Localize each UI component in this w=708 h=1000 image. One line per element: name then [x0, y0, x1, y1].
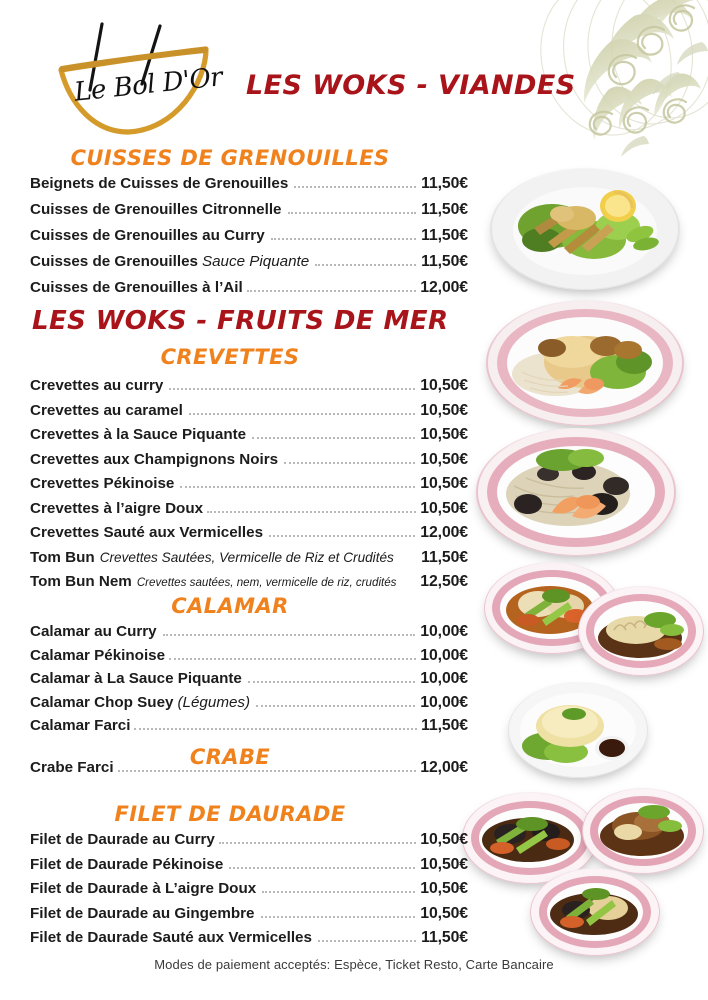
item-price: 12,00€ — [420, 759, 468, 776]
section-heading-les-woks-fruits-de-mer: LES WOKS - FRUITS DE MER — [32, 306, 449, 336]
menu-list-calamar — [30, 624, 468, 742]
item-price: 11,50€ — [421, 175, 468, 192]
leader-dots — [229, 867, 415, 869]
item-price: 10,00€ — [420, 623, 468, 640]
menu-item[interactable] — [30, 228, 468, 254]
photo-daurade-curry — [530, 868, 660, 956]
item-price: 11,50€ — [421, 929, 468, 946]
item-price: 10,50€ — [420, 426, 468, 443]
page-title: LES WOKS - VIANDES — [246, 70, 576, 101]
item-price: 12,00€ — [420, 524, 468, 541]
item-price: 10,50€ — [420, 499, 468, 517]
item-price: 11,50€ — [421, 201, 468, 218]
item-name: Crabe Farci — [30, 759, 114, 776]
item-name: Filet de Daurade Pékinoise — [30, 855, 224, 873]
menu-item[interactable] — [30, 930, 468, 955]
item-description: Sauce Piquante — [201, 253, 310, 270]
leader-dots — [219, 842, 416, 844]
leader-dots — [294, 186, 416, 188]
item-name: Crevettes à la Sauce Piquante — [30, 426, 247, 443]
section-heading-crabe: CRABE — [189, 745, 271, 769]
menu-item[interactable] — [30, 176, 468, 202]
item-price: 10,00€ — [420, 670, 468, 687]
item-name: Cuisses de Grenouilles — [30, 253, 198, 270]
item-name: Crevettes aux Champignons Noirs — [30, 450, 279, 468]
menu-item[interactable] — [30, 254, 468, 280]
item-price: 11,50€ — [421, 253, 468, 270]
item-price: 10,50€ — [420, 377, 468, 394]
menu-item[interactable] — [30, 857, 468, 882]
section-heading-calamar: CALAMAR — [171, 594, 289, 618]
item-price: 11,50€ — [421, 548, 468, 566]
leader-dots — [400, 561, 416, 562]
menu-list-crabe — [30, 760, 468, 784]
leader-dots — [315, 264, 416, 266]
leader-dots — [402, 585, 415, 586]
leader-dots — [261, 916, 416, 918]
leader-dots — [180, 486, 415, 488]
photo-crabe-farci — [508, 682, 648, 778]
menu-item[interactable] — [30, 760, 468, 784]
leader-dots — [269, 535, 415, 537]
item-price: 10,50€ — [420, 855, 468, 873]
section-heading-cuisses-de-grenouilles: CUISSES DE GRENOUILLES — [70, 146, 390, 170]
item-price: 11,50€ — [421, 227, 468, 244]
leader-dots — [134, 728, 417, 730]
menu-list-crevettes — [30, 378, 468, 599]
item-name: Tom Bun — [30, 548, 95, 566]
item-name: Tom Bun Nem — [30, 573, 132, 590]
item-name: Cuisses de Grenouilles Citronnelle — [30, 201, 282, 218]
item-name: Cuisses de Grenouilles au Curry — [30, 227, 265, 244]
item-name: Crevettes au curry — [30, 377, 164, 394]
item-name: Calamar Farci — [30, 717, 131, 734]
menu-item[interactable] — [30, 832, 468, 857]
item-price: 10,00€ — [420, 646, 468, 664]
leader-dots — [248, 681, 415, 683]
item-price: 10,50€ — [420, 904, 468, 922]
leader-dots — [252, 437, 415, 439]
item-price: 10,50€ — [420, 880, 468, 897]
item-name: Calamar Chop Suey — [30, 693, 174, 711]
menu-item[interactable] — [30, 648, 468, 672]
item-name: Calamar au Curry — [30, 623, 157, 640]
photo-daurade-gingembre — [582, 788, 704, 874]
logo-wordmark: Le Bol D'Or — [72, 62, 224, 108]
leader-dots — [288, 212, 417, 214]
leader-dots — [271, 238, 416, 240]
leader-dots — [262, 891, 415, 893]
leader-dots — [207, 511, 416, 513]
leader-dots — [284, 462, 415, 464]
menu-item[interactable] — [30, 695, 468, 719]
restaurant-logo — [56, 12, 236, 142]
menu-item[interactable] — [30, 452, 468, 477]
item-description: (Légumes) — [177, 693, 251, 711]
menu-item[interactable] — [30, 403, 468, 428]
payment-methods-note: Modes de paiement acceptés: Espèce, Ticket Resto, Carte Bancaire — [154, 957, 554, 972]
item-name: Filet de Daurade au Gingembre — [30, 904, 255, 922]
menu-item[interactable] — [30, 202, 468, 228]
leader-dots — [318, 940, 416, 942]
section-heading-crevettes: CREVETTES — [160, 345, 300, 369]
item-description: Crevettes sautées, nem, vermicelle de riz, crudités — [136, 576, 397, 589]
item-name: Crevettes Sauté aux Vermicelles — [30, 524, 264, 541]
menu-item[interactable] — [30, 427, 468, 452]
leader-dots — [163, 634, 416, 636]
leader-dots — [169, 658, 416, 660]
item-price: 10,50€ — [420, 475, 468, 492]
item-price: 12,00€ — [420, 279, 468, 296]
item-price: 10,50€ — [420, 401, 468, 419]
item-name: Filet de Daurade au Curry — [30, 831, 215, 848]
item-name: Filet de Daurade à L’aigre Doux — [30, 880, 257, 897]
menu-item[interactable] — [30, 550, 468, 575]
menu-item[interactable] — [30, 378, 468, 403]
leader-dots — [189, 413, 415, 415]
menu-list-cuisses-de-grenouilles — [30, 176, 468, 306]
menu-item[interactable] — [30, 280, 468, 306]
item-name: Crevettes Pékinoise — [30, 475, 175, 492]
item-name: Calamar à La Sauce Piquante — [30, 670, 242, 687]
item-name: Filet de Daurade Sauté aux Vermicelles — [30, 929, 312, 946]
item-name: Crevettes au caramel — [30, 401, 183, 419]
item-name: Crevettes à l’aigre Doux — [30, 499, 204, 517]
menu-item[interactable] — [30, 718, 468, 742]
leader-dots — [256, 705, 415, 707]
menu-item[interactable] — [30, 881, 468, 906]
photo-crevettes-vermicelles — [486, 300, 684, 426]
item-price: 10,50€ — [420, 450, 468, 468]
menu-item[interactable] — [30, 671, 468, 695]
leader-dots — [247, 290, 417, 292]
item-description: Crevettes Sautées, Vermicelle de Riz et Crudités — [99, 549, 394, 565]
photo-beignets-grenouilles — [490, 168, 680, 290]
menu-list-filet-de-daurade — [30, 832, 468, 955]
item-name: Calamar Pékinoise — [30, 646, 166, 664]
leader-dots — [169, 388, 415, 390]
menu-item[interactable] — [30, 906, 468, 931]
item-name: Cuisses de Grenouilles à l’Ail — [30, 279, 243, 296]
section-heading-filet-de-daurade: FILET DE DAURADE — [114, 802, 346, 826]
menu-item[interactable] — [30, 476, 468, 501]
menu-item[interactable] — [30, 501, 468, 526]
photo-calamar-sauce — [578, 586, 704, 676]
item-name: Beignets de Cuisses de Grenouilles — [30, 175, 289, 192]
item-price: 12,50€ — [420, 573, 468, 590]
leader-dots — [118, 770, 417, 772]
item-price: 11,50€ — [421, 717, 468, 734]
menu-item[interactable] — [30, 525, 468, 550]
menu-item[interactable] — [30, 624, 468, 648]
photo-crevettes-champignons — [476, 428, 676, 556]
item-price: 10,50€ — [420, 831, 468, 848]
item-price: 10,00€ — [420, 693, 468, 711]
